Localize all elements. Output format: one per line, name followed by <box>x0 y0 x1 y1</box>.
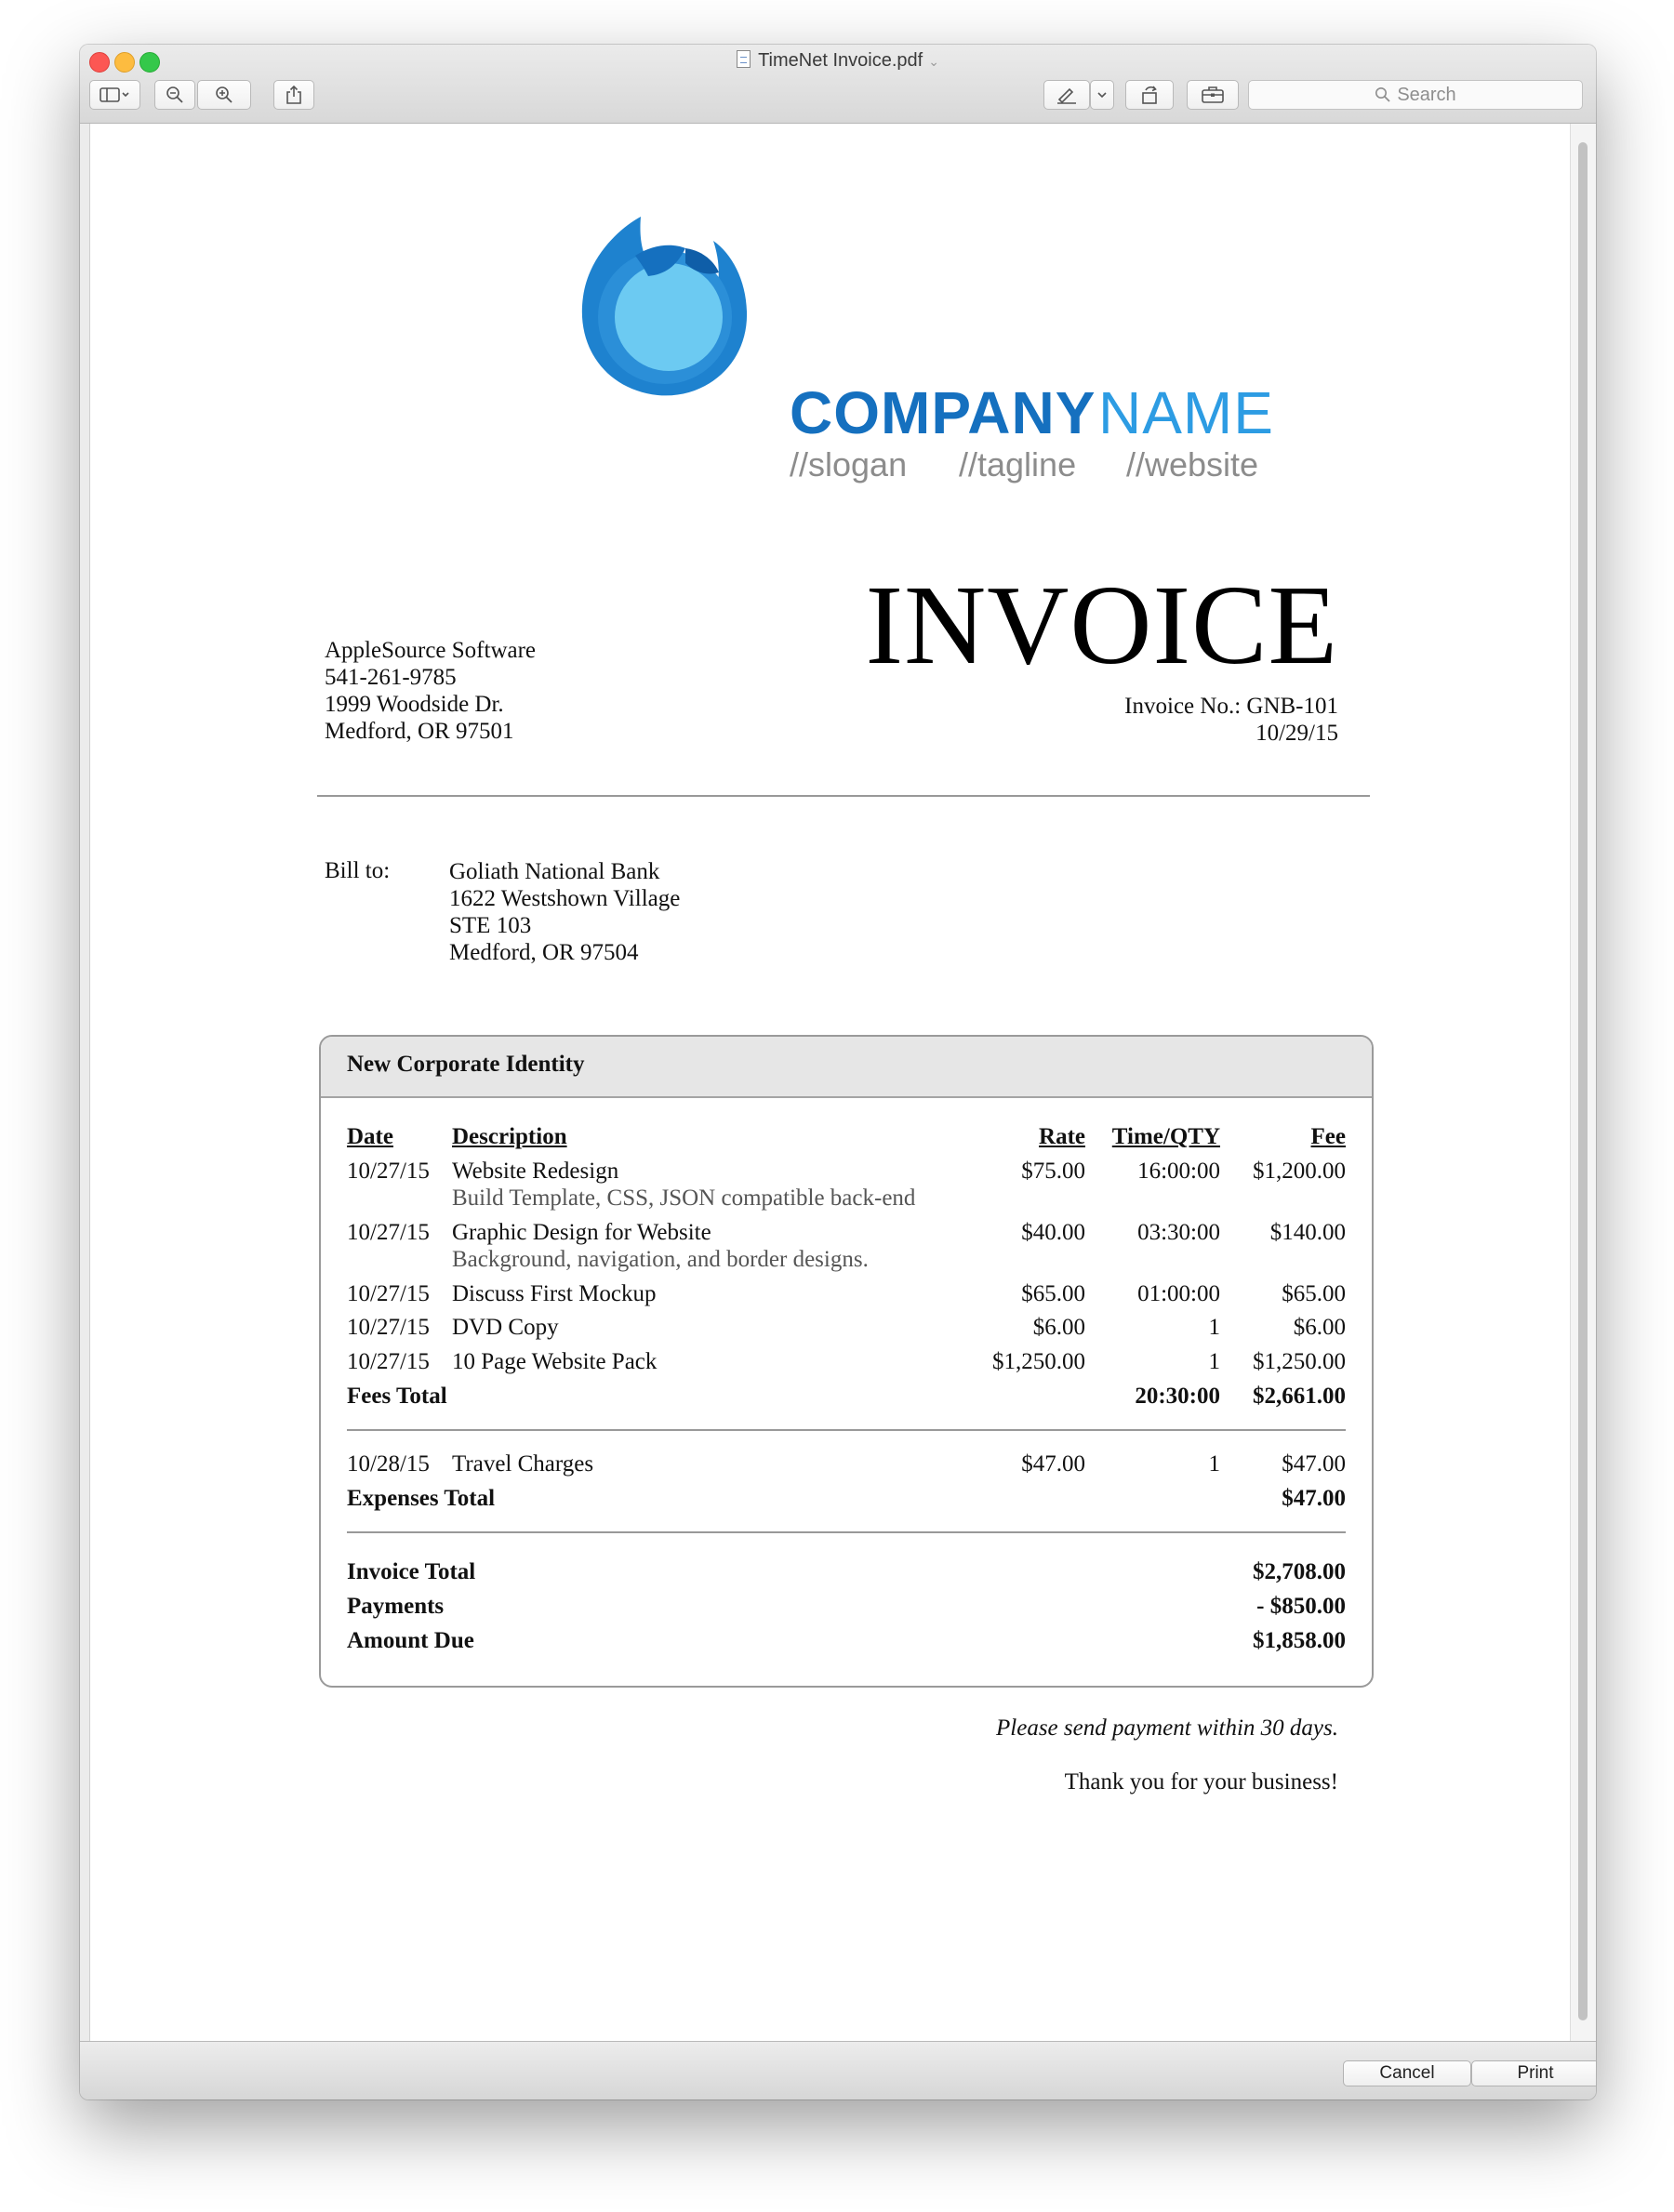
item-qty: 01:00:00 <box>1137 1281 1220 1306</box>
item-qty: 16:00:00 <box>1137 1159 1220 1184</box>
expense-rate: $47.00 <box>1021 1451 1085 1477</box>
bill-to-name: Goliath National Bank <box>449 859 660 884</box>
table-row <box>347 1349 1346 1377</box>
sidebar-icon <box>100 86 131 103</box>
search-field[interactable] <box>1248 80 1583 110</box>
header-divider <box>317 795 1370 797</box>
sidebar-toggle-button[interactable] <box>89 80 140 110</box>
item-rate: $1,250.00 <box>992 1349 1085 1374</box>
item-date: 10/27/15 <box>347 1159 430 1184</box>
zoom-in-icon <box>215 86 233 104</box>
expenses-divider <box>347 1531 1346 1533</box>
header-description: Description <box>452 1124 567 1149</box>
item-rate: $6.00 <box>1032 1315 1085 1340</box>
vertical-scrollbar[interactable] <box>1570 124 1596 2041</box>
header-rate: Rate <box>1039 1124 1085 1149</box>
expenses-total-row <box>347 1486 1346 1514</box>
thank-you-note: Thank you for your business! <box>1064 1769 1338 1795</box>
amount-due-label: Amount Due <box>347 1628 474 1653</box>
invoice-total-value: $2,708.00 <box>1253 1559 1346 1584</box>
chevron-down-icon: ⌄ <box>928 54 939 69</box>
zoom-out-icon <box>166 86 184 104</box>
fees-total-label: Fees Total <box>347 1384 447 1409</box>
bill-to-label: Bill to: <box>325 858 391 883</box>
table-row <box>347 1315 1346 1343</box>
item-qty: 1 <box>1208 1349 1220 1374</box>
item-qty: 1 <box>1208 1315 1220 1340</box>
window-title[interactable] <box>80 50 1596 72</box>
print-bar <box>80 2041 1596 2099</box>
item-fee: $1,200.00 <box>1253 1159 1346 1184</box>
item-description: Discuss First Mockup <box>452 1281 657 1306</box>
payments-value: - $850.00 <box>1256 1594 1346 1619</box>
table-row <box>347 1159 1346 1186</box>
summary-row <box>347 1628 1346 1656</box>
sender-street: 1999 Woodside Dr. <box>325 692 504 717</box>
payments-label: Payments <box>347 1594 445 1619</box>
sender-phone: 541-261-9785 <box>325 665 457 690</box>
markup-menu-button[interactable] <box>1090 80 1114 110</box>
project-header <box>321 1037 1372 1098</box>
payment-note: Please send payment within 30 days. <box>996 1715 1338 1741</box>
bill-to-suite: STE 103 <box>449 913 532 938</box>
company-name-strong: COMPANY <box>790 379 1096 446</box>
preview-window <box>80 45 1596 2099</box>
fees-divider <box>347 1429 1346 1431</box>
company-website: //website <box>1126 445 1259 483</box>
toolbox-button[interactable] <box>1187 80 1239 110</box>
sender-city: Medford, OR 97501 <box>325 719 514 744</box>
header-date: Date <box>347 1124 393 1149</box>
zoom-in-button[interactable] <box>197 80 251 110</box>
invoice-document <box>90 124 1571 2041</box>
zoom-out-button[interactable] <box>154 80 195 110</box>
expense-qty: 1 <box>1208 1451 1220 1477</box>
expense-description: Travel Charges <box>452 1451 594 1477</box>
item-description: Graphic Design for Website <box>452 1220 711 1245</box>
item-date: 10/27/15 <box>347 1349 430 1374</box>
expenses-total-label: Expenses Total <box>347 1486 496 1511</box>
cancel-button[interactable]: Cancel <box>1343 2060 1471 2086</box>
invoice-title: INVOICE <box>865 563 1338 688</box>
invoice-meta <box>1124 693 1338 747</box>
table-header-row <box>347 1124 1346 1152</box>
table-row <box>347 1451 1346 1479</box>
invoice-number: Invoice No.: GNB-101 <box>1124 694 1338 719</box>
search-placeholder: Search <box>1397 85 1456 105</box>
project-box <box>319 1035 1374 1688</box>
bill-to-city: Medford, OR 97504 <box>449 940 639 965</box>
item-fee: $1,250.00 <box>1253 1349 1346 1374</box>
rotate-icon <box>1139 85 1160 105</box>
item-fee: $6.00 <box>1293 1315 1346 1340</box>
expenses-total-fee: $47.00 <box>1282 1486 1346 1511</box>
summary-row <box>347 1559 1346 1587</box>
item-date: 10/27/15 <box>347 1315 430 1340</box>
invoice-date: 10/29/15 <box>1256 721 1338 746</box>
invoice-total-label: Invoice Total <box>347 1559 476 1584</box>
window-title-text: TimeNet Invoice.pdf <box>758 50 923 71</box>
item-detail: Background, navigation, and border designs. <box>452 1247 869 1272</box>
item-description: Website Redesign <box>452 1159 619 1184</box>
table-row-detail <box>347 1247 1346 1275</box>
table-row <box>347 1281 1346 1309</box>
item-qty: 03:30:00 <box>1137 1220 1220 1245</box>
item-rate: $65.00 <box>1021 1281 1085 1306</box>
expense-fee: $47.00 <box>1282 1451 1346 1477</box>
table-row-detail <box>347 1185 1346 1213</box>
bill-to-street: 1622 Westshown Village <box>449 886 681 911</box>
title-bar <box>80 45 1596 124</box>
fees-total-fee: $2,661.00 <box>1253 1384 1346 1409</box>
share-button[interactable] <box>273 80 314 110</box>
item-detail: Build Template, CSS, JSON compatible back-end <box>452 1185 916 1211</box>
bill-to-address <box>449 858 680 966</box>
item-fee: $65.00 <box>1282 1281 1346 1306</box>
sender-address <box>325 637 536 745</box>
chevron-down-icon <box>1096 90 1108 99</box>
pen-icon <box>1056 86 1078 104</box>
item-date: 10/27/15 <box>347 1281 430 1306</box>
toolbox-icon <box>1201 86 1225 104</box>
company-tagline: //tagline <box>959 445 1077 483</box>
rotate-button[interactable] <box>1125 80 1174 110</box>
item-description: DVD Copy <box>452 1315 559 1340</box>
markup-button[interactable] <box>1043 80 1090 110</box>
company-slogan: //slogan <box>790 445 908 483</box>
item-description: 10 Page Website Pack <box>452 1349 658 1374</box>
item-rate: $75.00 <box>1021 1159 1085 1184</box>
header-qty: Time/QTY <box>1111 1124 1220 1149</box>
table-row <box>347 1220 1346 1248</box>
project-title: New Corporate Identity <box>347 1052 585 1077</box>
share-icon <box>286 85 302 105</box>
amount-due-value: $1,858.00 <box>1253 1628 1346 1653</box>
pdf-page <box>89 124 1571 2041</box>
print-button[interactable]: Print <box>1471 2060 1596 2086</box>
item-rate: $40.00 <box>1021 1220 1085 1245</box>
search-icon <box>1375 86 1391 103</box>
scrollbar-thumb[interactable] <box>1578 142 1588 2020</box>
fees-total-qty: 20:30:00 <box>1135 1384 1220 1409</box>
pdf-document-icon <box>737 50 751 68</box>
item-fee: $140.00 <box>1269 1220 1346 1245</box>
fees-total-row <box>347 1384 1346 1411</box>
sender-name: AppleSource Software <box>325 638 537 663</box>
summary-row <box>347 1594 1346 1622</box>
item-date: 10/27/15 <box>347 1220 430 1245</box>
company-name-light: NAME <box>1098 379 1274 446</box>
header-fee: Fee <box>1310 1124 1346 1149</box>
expense-date: 10/28/15 <box>347 1451 430 1477</box>
